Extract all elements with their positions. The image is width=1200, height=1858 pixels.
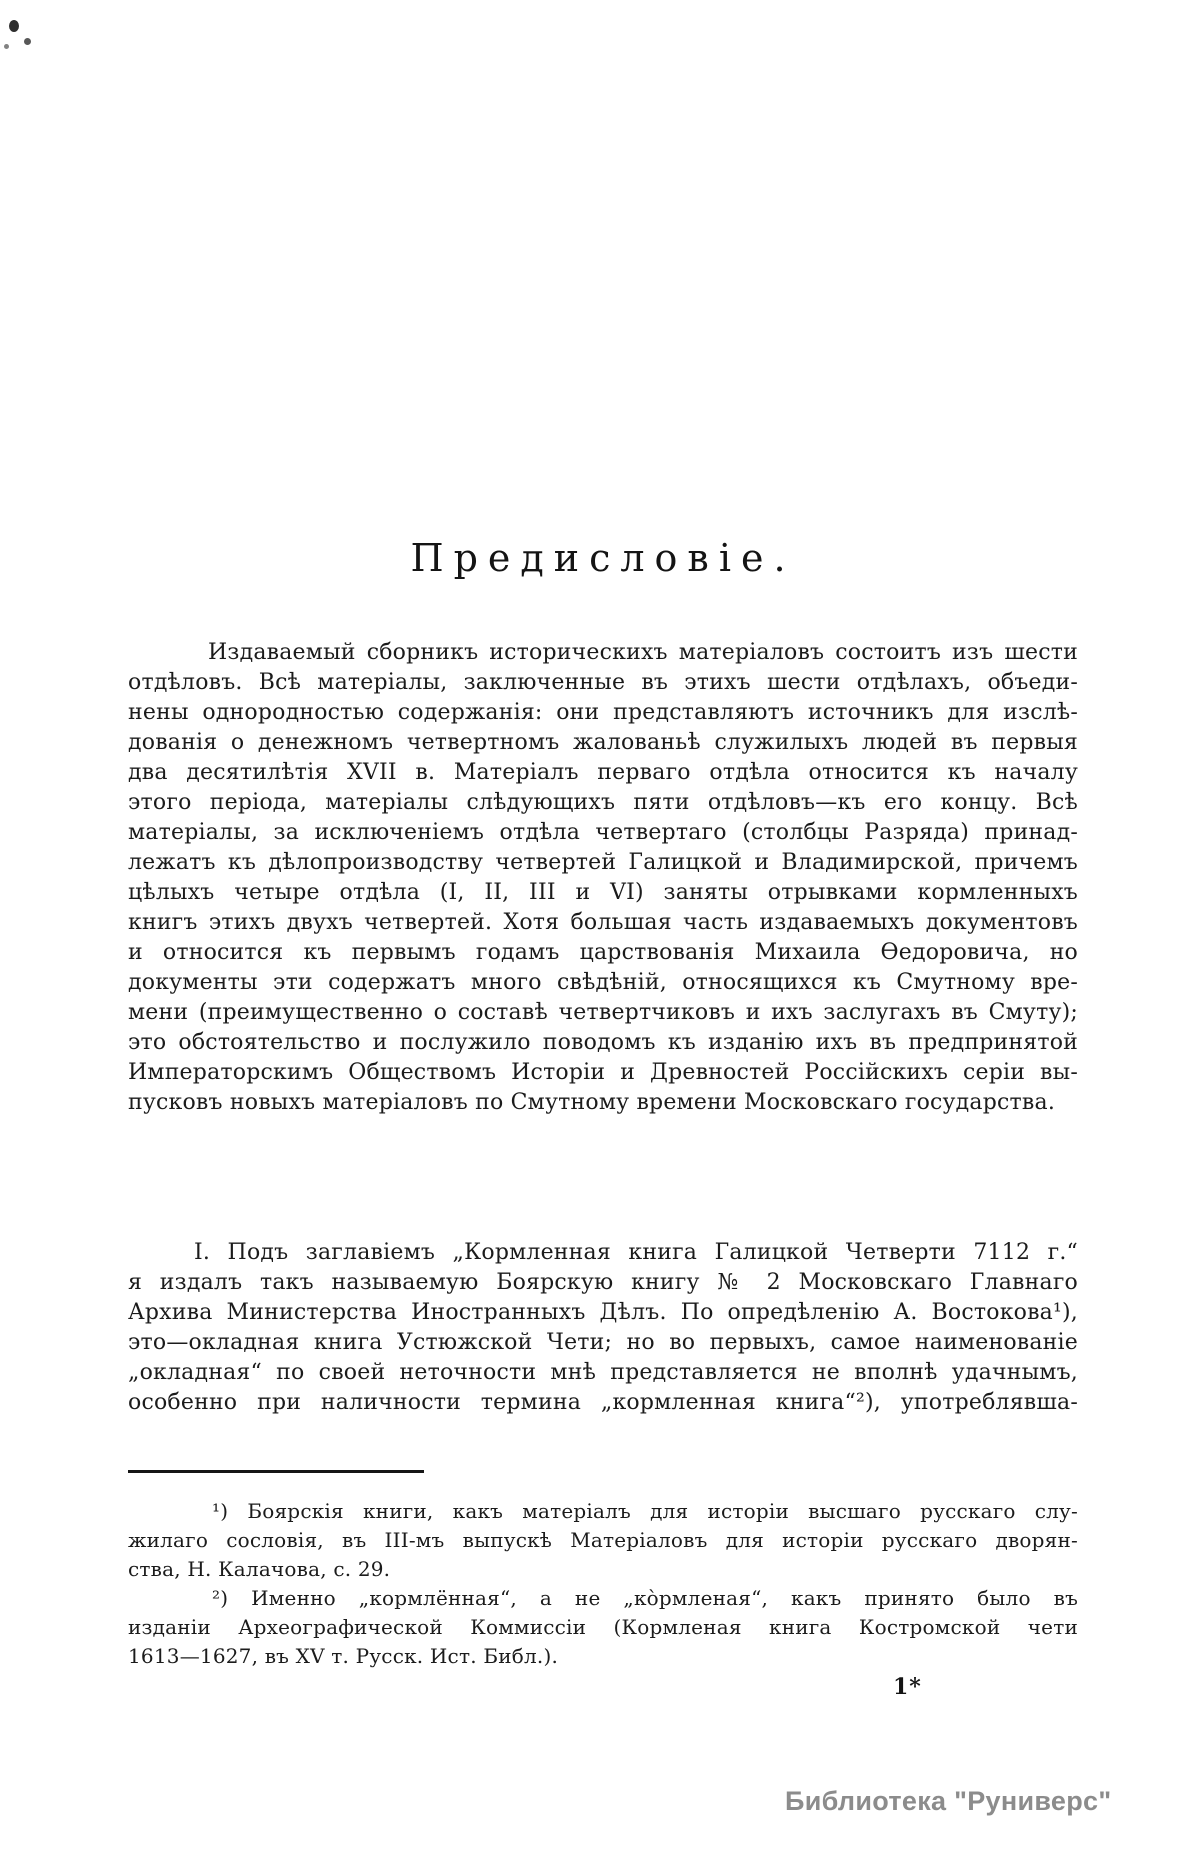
text-line: этого періода, матеріалы слѣдующихъ пяти отдѣловъ—къ его концу. Всѣ bbox=[128, 790, 1078, 815]
page-title: Предисловіе. bbox=[410, 536, 796, 580]
text-line: это—окладная книга Устюжской Чети; но во первыхъ, самое наименованіе bbox=[128, 1330, 1078, 1355]
signature-mark: 1* bbox=[893, 1674, 922, 1700]
text-line: лежатъ къ дѣлопроизводству четвертей Галицкой и Владимирской, причемъ bbox=[128, 850, 1078, 875]
text-line: книгъ этихъ двухъ четвертей. Хотя большая часть издаваемыхъ документовъ bbox=[128, 910, 1078, 935]
footnote-line: ¹) Боярскія книги, какъ матеріалъ для исторіи высшаго русскаго слу- bbox=[212, 1499, 1078, 1523]
footnote-line: изданіи Археографической Коммиссіи (Кормленая книга Костромской чети bbox=[128, 1615, 1078, 1639]
scan-artifact bbox=[4, 44, 9, 49]
text-line: это обстоятельство и послужило поводомъ къ изданію ихъ въ предпринятой bbox=[128, 1030, 1078, 1055]
text-line: два десятилѣтія XVII в. Матеріалъ перваго отдѣла относится къ началу bbox=[128, 760, 1078, 785]
footnote-line: 1613—1627, въ XV т. Русск. Ист. Библ.). bbox=[128, 1644, 559, 1668]
text-line: отдѣловъ. Всѣ матеріалы, заключенные въ этихъ шести отдѣлахъ, объеди- bbox=[128, 670, 1078, 695]
footnote-line: ²) Именно „кормлённая“, а не „кòрмленая“, какъ принято было въ bbox=[212, 1586, 1078, 1610]
text-line: Императорскимъ Обществомъ Исторіи и Древностей Россійскихъ серіи вы- bbox=[128, 1060, 1078, 1085]
text-line: „окладная“ по своей неточности мнѣ представляется не вполнѣ удачнымъ, bbox=[128, 1360, 1078, 1385]
text-line: матеріалы, за исключеніемъ отдѣла четвертаго (столбцы Разряда) принад- bbox=[128, 820, 1078, 845]
text-line: документы эти содержатъ много свѣдѣній, относящихся къ Смутному вре- bbox=[128, 970, 1078, 995]
text-line: нены однородностью содержанія: они представляютъ источникъ для изслѣ- bbox=[128, 700, 1078, 725]
footnote-line: жилаго сословія, въ III-мъ выпускѣ Матеріаловъ для исторіи русскаго дворян- bbox=[128, 1528, 1078, 1552]
text-line: Архива Министерства Иностранныхъ Дѣлъ. По опредѣленію А. Востокова¹), bbox=[128, 1300, 1078, 1325]
scan-artifact bbox=[24, 38, 31, 45]
paragraph-section-1 bbox=[128, 1238, 1078, 1418]
footnote-line: ства, Н. Калачова, с. 29. bbox=[128, 1557, 391, 1581]
text-line: Издаваемый сборникъ историческихъ матеріаловъ состоитъ изъ шести bbox=[208, 640, 1078, 665]
footnotes bbox=[128, 1497, 1078, 1671]
paragraph-intro bbox=[128, 638, 1078, 1118]
footnote-separator bbox=[128, 1470, 424, 1473]
text-line: I. Подъ заглавіемъ „Кормленная книга Галицкой Четверти 7112 г.“ bbox=[194, 1240, 1078, 1265]
text-line: мени (преимущественно о составѣ четвертчиковъ и ихъ заслугахъ въ Смуту); bbox=[128, 1000, 1078, 1025]
scan-artifact bbox=[9, 20, 19, 32]
library-watermark: Библиотека "Руниверс" bbox=[785, 1786, 1112, 1816]
text-line: особенно при наличности термина „кормленная книга“²), употреблявша- bbox=[128, 1390, 1078, 1415]
text-line: пусковъ новыхъ матеріаловъ по Смутному времени Московскаго государства. bbox=[128, 1090, 1056, 1115]
text-line: и относится къ первымъ годамъ царствованія Михаила Ѳедоровича, но bbox=[128, 940, 1078, 965]
text-line: дованія о денежномъ четвертномъ жалованьѣ служилыхъ людей въ первыя bbox=[128, 730, 1078, 755]
text-line: я издалъ такъ называемую Боярскую книгу № 2 Московскаго Главнаго bbox=[128, 1270, 1078, 1295]
text-line: цѣлыхъ четыре отдѣла (I, II, III и VI) заняты отрывками кормленныхъ bbox=[128, 880, 1078, 905]
